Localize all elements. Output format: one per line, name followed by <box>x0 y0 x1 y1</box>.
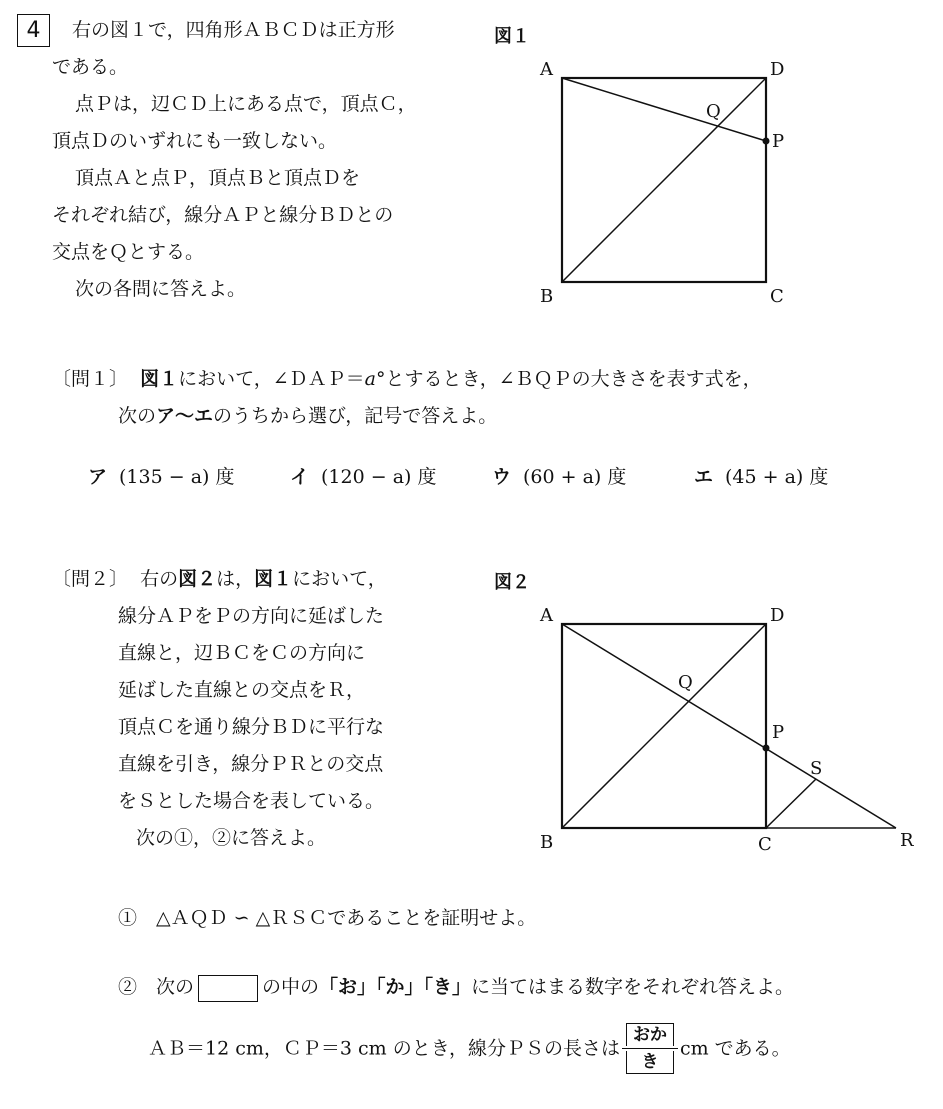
label-c: C <box>770 286 784 307</box>
answer-blank-box <box>198 975 258 1002</box>
segment-bd-2 <box>562 624 766 828</box>
label-d-2: D <box>770 605 785 626</box>
choice-i-text: (120 − a) 度 <box>321 466 437 488</box>
intro-line-2: である。 <box>52 56 129 78</box>
q2-fig1-ref: 図１ <box>254 568 293 590</box>
intro-line-1: 右の図１で，四角形ＡＢＣＤは正方形 <box>72 19 395 41</box>
choice-a-label: ア <box>88 466 108 488</box>
q2-sub2-text-3: に当てはまる数字をそれぞれ答えよ。 <box>471 976 795 998</box>
q1-line-1 <box>52 361 762 398</box>
label-a: A <box>540 59 553 80</box>
q2-fig2-ref: 図２ <box>178 568 217 590</box>
answer-fraction <box>626 1023 674 1074</box>
segment-cs <box>766 779 816 828</box>
label-q-2: Q <box>678 672 693 693</box>
q2-line-7: をＳとした場合を表している。 <box>118 790 385 812</box>
label-b-2: B <box>540 832 554 853</box>
segment-bd <box>562 78 766 282</box>
q2-tag: 〔問２〕 <box>52 568 129 590</box>
label-s: S <box>810 758 823 779</box>
line-ar <box>562 624 896 828</box>
intro-line-4: 頂点Ｄのいずれにも一致しない。 <box>52 130 338 152</box>
choice-a[interactable] <box>88 462 234 489</box>
q2-line-3: 直線と，辺ＢＣをＣの方向に <box>118 642 366 664</box>
choice-u-label: ウ <box>492 466 512 488</box>
fraction-numerator: おか <box>626 1023 674 1046</box>
q2-sub2-text-2: の中の <box>262 976 320 998</box>
point-p <box>763 138 770 145</box>
figure1-title: 図１ <box>494 26 530 47</box>
intro-line-7: 交点をＱとする。 <box>52 241 205 263</box>
fraction-bar <box>622 1048 678 1049</box>
q2-line-4: 延ばした直線との交点をＲ， <box>118 679 366 701</box>
figure2-title: 図２ <box>494 572 530 593</box>
q2-line-1 <box>52 561 387 598</box>
q1-text-3: 次の <box>118 405 157 427</box>
label-d: D <box>770 59 785 80</box>
q2-line-6: 直線を引き，線分ＰＲとの交点 <box>118 753 384 775</box>
q2-line-2: 線分ＡＰをＰの方向に延ばした <box>118 605 385 627</box>
choice-u[interactable] <box>492 462 626 489</box>
q2-sub2-line-1 <box>118 969 794 1006</box>
q1-line-2 <box>118 398 497 435</box>
label-p: P <box>772 131 785 152</box>
q2-text-2: は， <box>216 568 255 590</box>
intro-line-8: 次の各問に答えよ。 <box>75 278 247 300</box>
label-b: B <box>540 286 554 307</box>
q1-choice-range: ア～エ <box>156 405 214 427</box>
label-a-2: A <box>540 605 553 626</box>
fraction-denominator: き <box>626 1051 674 1074</box>
q2-text-3: において， <box>292 568 387 590</box>
intro-line-3: 点Ｐは，辺ＣＤ上にある点で，頂点Ｃ， <box>75 93 417 115</box>
label-p-2: P <box>772 722 785 743</box>
q2-sub2-text-1: ② 次の <box>118 976 195 998</box>
label-c-2: C <box>758 834 772 855</box>
q2-sub2-text-5: cm である。 <box>679 1037 791 1060</box>
q2-sub2-keys: 「お」「か」「き」 <box>319 976 472 998</box>
q1-text-1: において，∠ＤＡＰ＝ <box>178 368 365 390</box>
choice-e-label: エ <box>694 466 714 488</box>
q2-sub1: ① △ＡＱＤ ∽ △ＲＳＣであることを証明せよ。 <box>118 907 537 929</box>
q2-sub2-text-4: ＡＢ＝12 cm，ＣＰ＝3 cm のとき，線分ＰＳの長さは <box>148 1037 620 1060</box>
q1-text-4: のうちから選び，記号で答えよ。 <box>213 405 498 427</box>
q2-line-8: 次の①，②に答えよ。 <box>136 827 327 849</box>
choice-u-text: (60 + a) 度 <box>523 466 627 488</box>
q1-tag: 〔問１〕 <box>52 368 129 390</box>
problem-number: 4 <box>17 14 50 47</box>
q1-fig-ref: 図１ <box>140 368 179 390</box>
q1-text-2: とするとき，∠ＢＱＰの大きさを表す式を， <box>385 368 762 390</box>
intro-line-5: 頂点Ａと点Ｐ，頂点Ｂと頂点Ｄを <box>75 167 361 189</box>
figure1-diagram <box>520 50 800 310</box>
q2-line-5: 頂点Ｃを通り線分ＢＤに平行な <box>118 716 385 738</box>
q2-text-1: 右の <box>140 568 179 590</box>
choice-e-text: (45 + a) 度 <box>725 466 829 488</box>
choice-e[interactable] <box>694 462 828 489</box>
choice-i[interactable] <box>290 462 436 489</box>
label-r: R <box>900 830 914 851</box>
q1-variable: a° <box>364 368 386 390</box>
label-q: Q <box>706 101 721 122</box>
choice-a-text: (135 − a) 度 <box>119 466 235 488</box>
choice-i-label: イ <box>290 466 310 488</box>
figure2-diagram <box>520 596 930 860</box>
intro-line-6: それぞれ結び，線分ＡＰと線分ＢＤとの <box>52 204 394 226</box>
q2-sub2-line-2 <box>148 1023 791 1074</box>
point-p-2 <box>763 745 770 752</box>
